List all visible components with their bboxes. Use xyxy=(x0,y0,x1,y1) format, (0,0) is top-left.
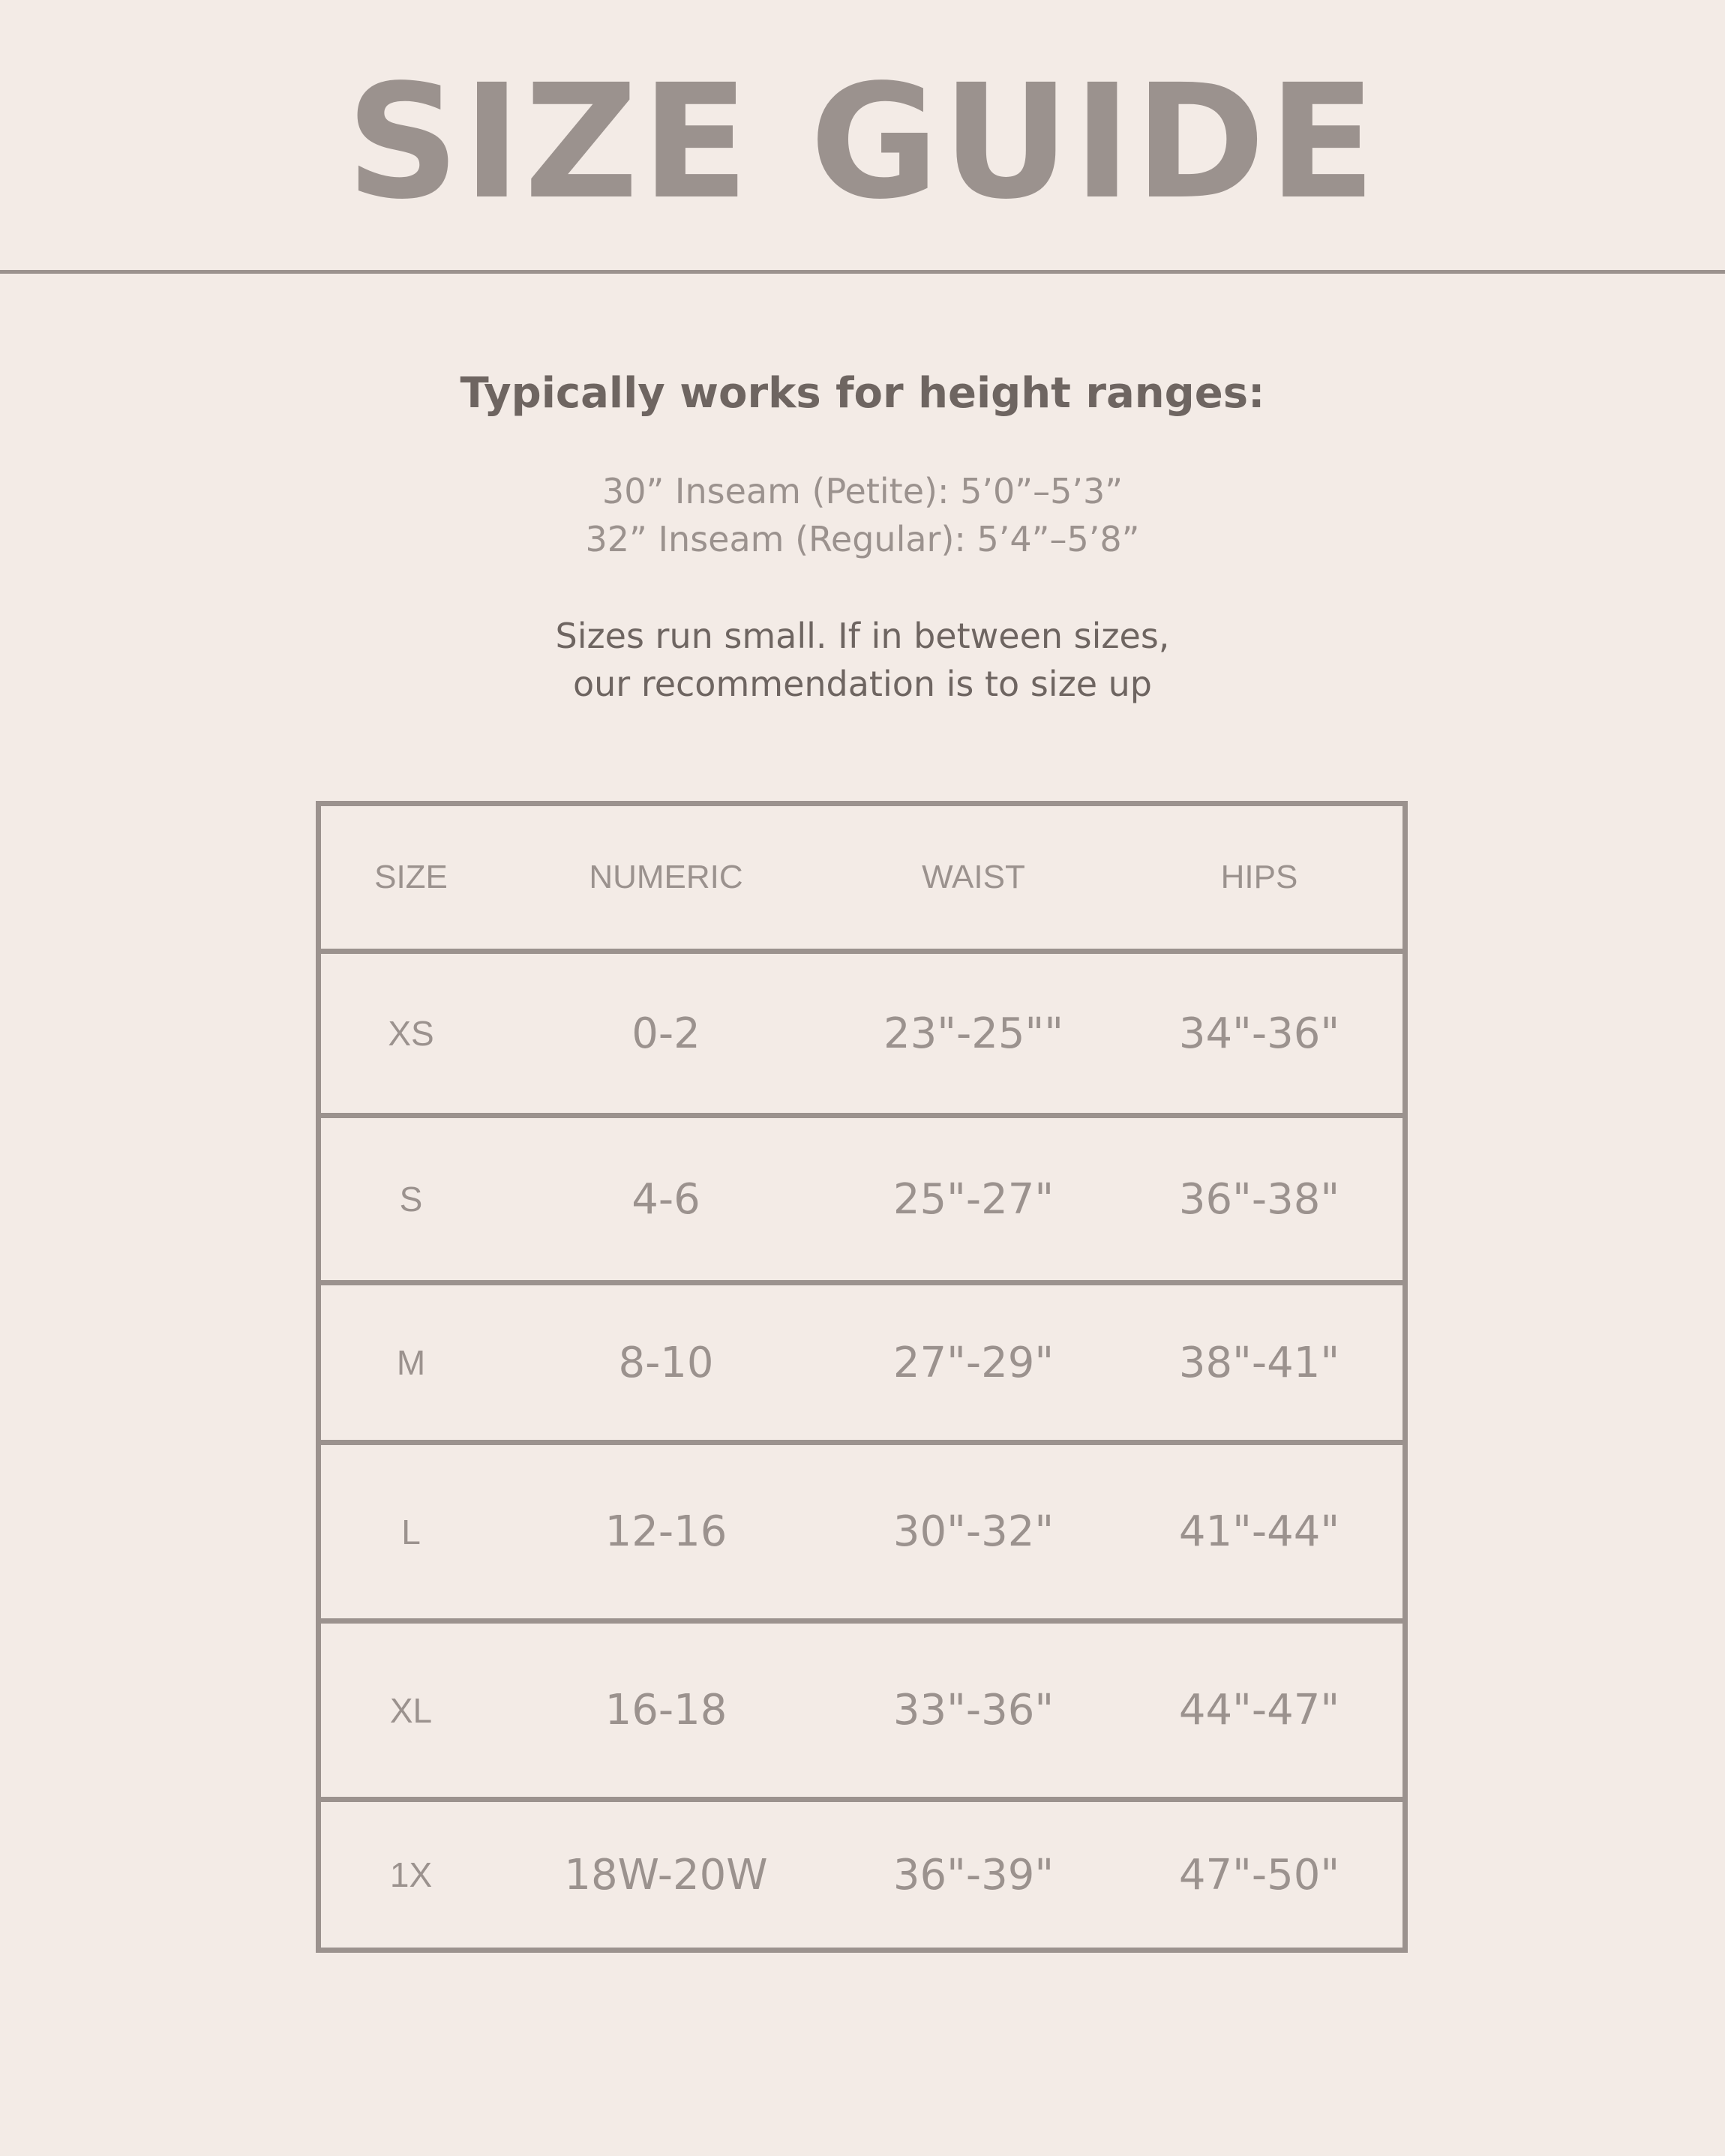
table-header-row xyxy=(321,806,1402,949)
table-row xyxy=(321,1280,1402,1440)
title-divider xyxy=(0,270,1725,274)
cell-hips: 47"-50" xyxy=(1178,1850,1340,1900)
cell-size: S xyxy=(399,1180,423,1219)
cell-size: XL xyxy=(389,1690,433,1730)
cell-hips: 34"-36" xyxy=(1178,1009,1340,1058)
cell-waist: 30"-32" xyxy=(892,1507,1054,1556)
inseam-regular: 32” Inseam (Regular): 5’4”–5’8” xyxy=(585,519,1140,559)
cell-hips: 44"-47" xyxy=(1178,1686,1340,1735)
cell-waist: 36"-39" xyxy=(892,1850,1054,1900)
cell-numeric: 4-6 xyxy=(632,1174,700,1224)
cell-numeric: 18W-20W xyxy=(564,1850,768,1900)
cell-size: L xyxy=(401,1512,421,1552)
header-numeric: NUMERIC xyxy=(589,859,743,895)
cell-numeric: 8-10 xyxy=(618,1338,714,1387)
cell-numeric: 12-16 xyxy=(604,1507,728,1556)
table-row xyxy=(321,1618,1402,1797)
cell-waist: 25"-27" xyxy=(892,1174,1054,1224)
size-table xyxy=(316,801,1408,1953)
table-row xyxy=(321,949,1402,1113)
header-hips: HIPS xyxy=(1220,859,1298,895)
header-size: SIZE xyxy=(374,859,448,895)
cell-size: XS xyxy=(388,1014,434,1053)
cell-hips: 36"-38" xyxy=(1178,1174,1340,1224)
cell-hips: 38"-41" xyxy=(1178,1338,1340,1387)
cell-numeric: 0-2 xyxy=(632,1009,700,1058)
cell-size: 1X xyxy=(389,1855,433,1894)
cell-numeric: 16-18 xyxy=(604,1686,728,1735)
header-waist: WAIST xyxy=(922,859,1025,895)
height-range-heading: Typically works for height ranges: xyxy=(460,369,1265,418)
cell-waist: 33"-36" xyxy=(892,1686,1054,1735)
cell-hips: 41"-44" xyxy=(1178,1507,1340,1556)
sizing-note-line-1: Sizes run small. If in between sizes, xyxy=(555,616,1170,656)
cell-size: M xyxy=(396,1343,426,1382)
table-row xyxy=(321,1440,1402,1618)
inseam-petite: 30” Inseam (Petite): 5’0”–5’3” xyxy=(602,471,1124,511)
table-row xyxy=(321,1113,1402,1280)
cell-waist: 23"-25"" xyxy=(884,1009,1064,1058)
sizing-note-line-2: our recommendation is to size up xyxy=(572,664,1152,704)
cell-waist: 27"-29" xyxy=(892,1338,1054,1387)
table-row xyxy=(321,1797,1402,1948)
page-title: SIZE GUIDE xyxy=(346,50,1379,234)
